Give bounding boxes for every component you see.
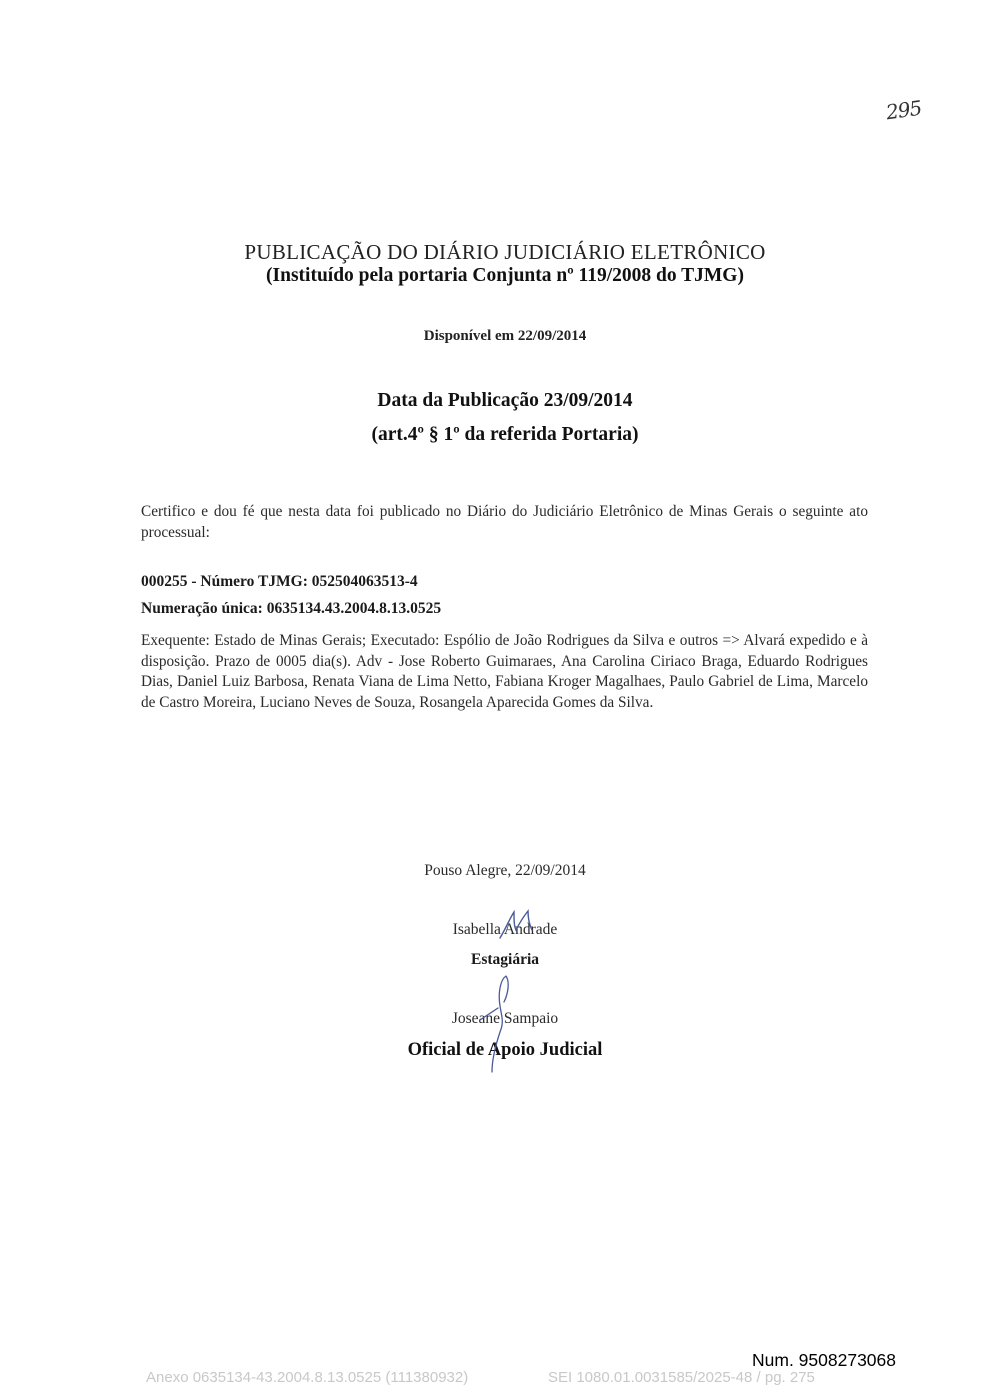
document-stamp-number: Num. 9508273068 [752, 1350, 896, 1370]
certification-text: Certifico e dou fé que nesta data foi publicado no Diário do Judiciário Eletrônico de Minas Gerais o seguinte ato processual: [141, 503, 868, 541]
signer2-role: Oficial de Apoio Judicial [407, 1040, 603, 1060]
publication-date: Data da Publicação 23/09/2014 [377, 390, 633, 411]
handwritten-page-number: 295 [884, 95, 923, 125]
footer-sei: SEI 1080.01.0031585/2025-48 / pg. 275 [548, 1369, 815, 1386]
signer1-role: Estagiária [470, 951, 540, 968]
process-unique-number: Numeração única: 0635134.43.2004.8.13.0525 [141, 600, 442, 617]
signature-joseane [478, 972, 522, 1076]
signer1-name: Isabella Andrade [452, 921, 558, 938]
available-date: Disponível em 22/09/2014 [423, 328, 587, 344]
place-date: Pouso Alegre, 22/09/2014 [424, 862, 586, 879]
process-description: Exequente: Estado de Minas Gerais; Executado: Espólio de João Rodrigues da Silva e outros => Alvará expedido e à disposição. Prazo de 0005 dia(s). Adv - Jose Roberto Guimaraes, Ana Carolina Ciriaco Braga, Eduardo Rodrigues Dias, Daniel Luiz Barbosa, Renata Viana de Lima Netto, Fabiana Kroger Magalhaes, Paulo Gabriel de Lima, Marcelo de Castro Moreira, Luciano Neves de Souza, Rosangela Aparecida Gomes da Silva. [141, 632, 868, 711]
signer2-name: Joseane Sampaio [451, 1010, 559, 1027]
document-subtitle: (Instituído pela portaria Conjunta nº 119/2008 do TJMG) [266, 265, 744, 286]
document-title: PUBLICAÇÃO DO DIÁRIO JUDICIÁRIO ELETRÔNICO [244, 240, 766, 264]
footer-annex: Anexo 0635134-43.2004.8.13.0525 (111380932) [146, 1369, 469, 1386]
signature-isabella [496, 908, 540, 942]
publication-article: (art.4º § 1º da referida Portaria) [371, 424, 639, 445]
process-number: 000255 - Número TJMG: 052504063513-4 [141, 573, 418, 590]
